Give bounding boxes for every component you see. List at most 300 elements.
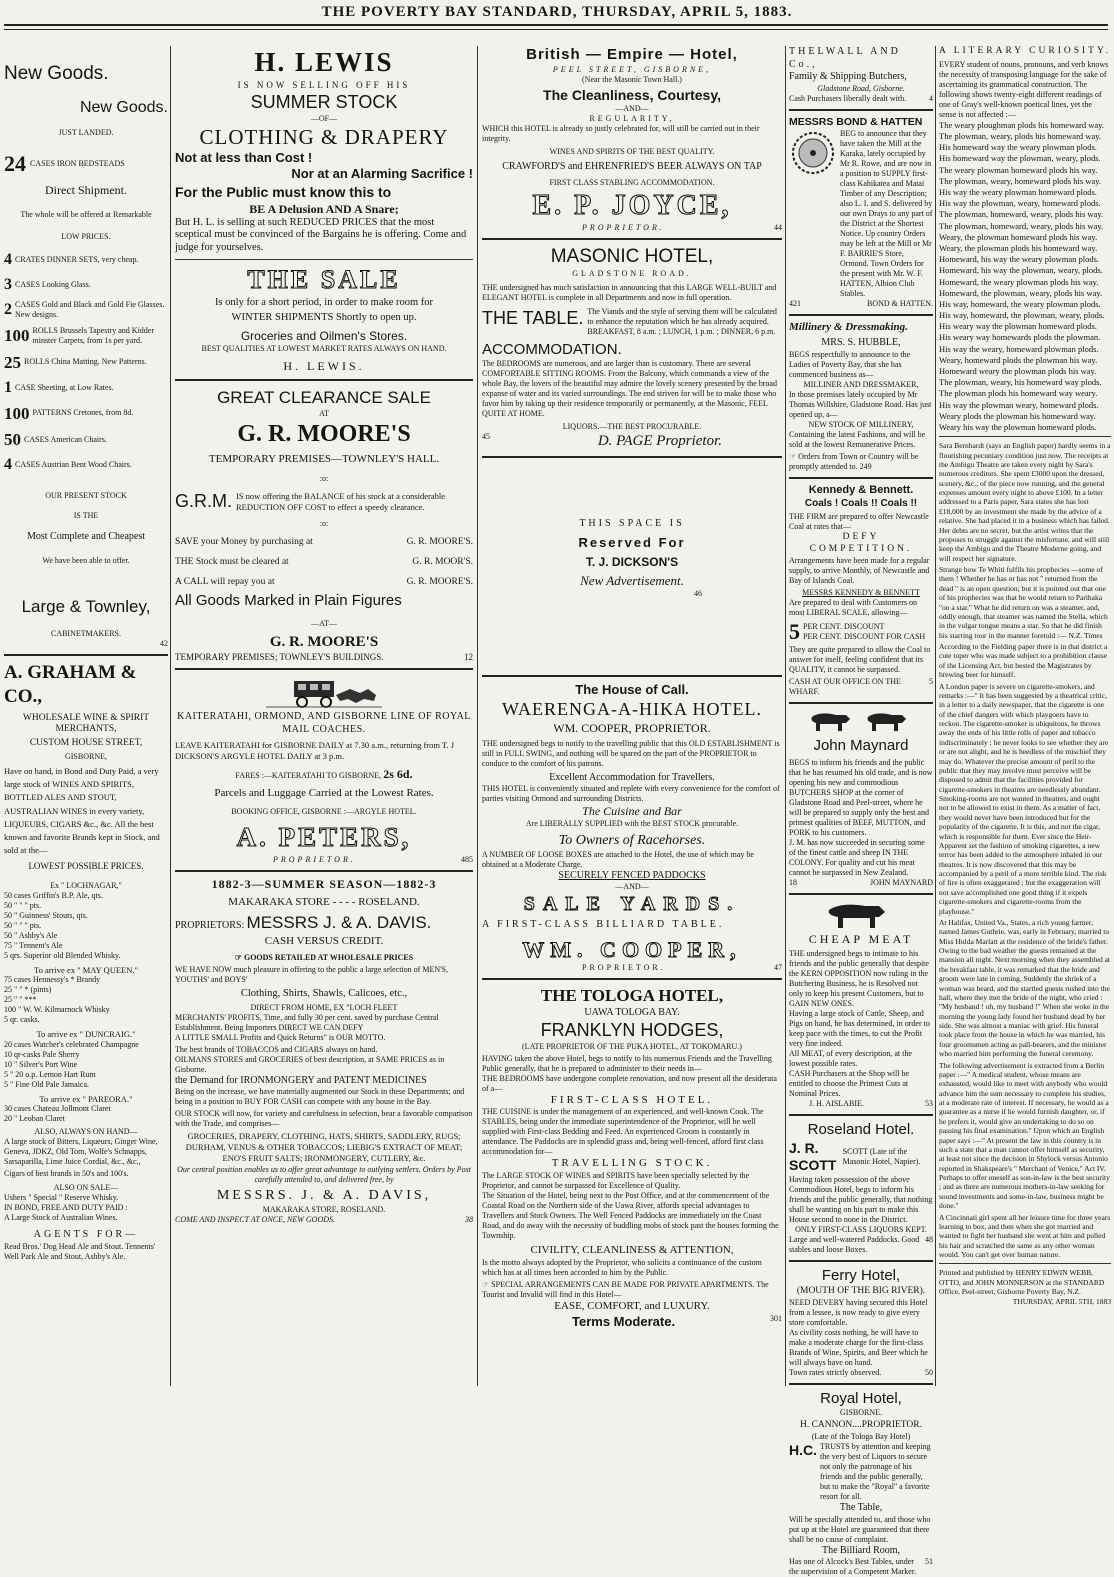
undersigned: THE undersigned begs to intimate to his friends and the public generally that despite the KERN OPPOSITION now ruling in the Butchering Business, he is Resolved not only to keep his present Customers, but to GAIN NEW ONES. xyxy=(789,949,933,1009)
quantity: 100 xyxy=(4,403,30,424)
goods-list-item xyxy=(4,455,168,475)
imprint: Printed and published by HENRY EDWIN WEBB, OTTO, and JOHN MONNERSON at the STANDARD Office, Peel-street, Gisborne Poverty Bay, N.Z. xyxy=(939,1268,1111,1296)
ad-separator xyxy=(482,238,782,240)
proprietors-label: PROPRIETORS: xyxy=(175,920,244,931)
uawa: UAWA TOLOGA BAY. xyxy=(482,1007,782,1020)
at-line-2: —AT— xyxy=(175,619,473,629)
british-empire-ad xyxy=(482,46,782,233)
cash-purchasers-line xyxy=(789,94,933,104)
loose-boxes: A NUMBER OF LOOSE BOXES are attached to the Hotel, the use of which may be obtained at a Moderate Charge. xyxy=(482,850,782,870)
paddocks-text: Large and well-watered Paddocks. Good stables and loose Boxes. xyxy=(789,1235,925,1255)
pointing-hand-icon: ☞ xyxy=(789,452,796,461)
situation: The Situation of the Hotel, being next to the Post Office, and at the commencement of the Coastal Road on the Northern side of the Uawa River, affords special advantages to Travellers and Stock Owners. The Well Fenced Paddocks are immediately on the Coast Road, and do away with the necessity of buddling mobs of stock past the houses forming the Township. xyxy=(482,1191,782,1241)
goods-list xyxy=(4,250,168,475)
shipment-item: 75 " Tennent's Ale xyxy=(4,941,168,951)
milliner: MILLINER AND DRESSMAKER, xyxy=(789,380,933,390)
shipment-item: 5 qrs. Superior old Blended Whisky. xyxy=(4,951,168,961)
poem-reading: Weary, the plowman homeward plods his way. xyxy=(947,232,1111,242)
graham-ad xyxy=(4,661,168,1262)
poem-reading: Weary, the plowman plods his homeward way. xyxy=(947,243,1111,253)
ad-separator xyxy=(789,314,933,316)
davis-heading: MESSRS J. & A. DAVIS. xyxy=(247,913,432,932)
lochnagar-items xyxy=(4,891,168,961)
also-on-sale: ALSO ON SALE— xyxy=(4,1183,168,1193)
item-text: CASE Sheeting, at Low Rates. xyxy=(15,383,114,393)
bond-hatten-sign-line xyxy=(789,299,933,309)
poem-reading: Homeward, the plowman, weary, plods his way. xyxy=(947,288,1111,298)
large-townley: Large & Townley, xyxy=(4,596,168,617)
need-devery: NEED DEVERY having secured this Hotel from a lessee, is now ready to give every store comfortable. xyxy=(789,1298,933,1328)
poem-reading: The plowman plods his homeward way weary. xyxy=(947,388,1111,398)
saw-blade-icon xyxy=(789,129,837,177)
item-text: CASES IRON BEDSTEADS xyxy=(30,159,125,169)
cuisine-bar: The Cuisine and Bar xyxy=(482,804,782,819)
reduced-prices: But H. L. is selling at such REDUCED PRICES that the most sceptical must be convinced of the Bargains he is offering. Come and judge for yourselves. xyxy=(175,217,473,255)
column-3 xyxy=(482,46,782,1386)
cash-purchasers: Cash Purchasers liberally dealt with. xyxy=(789,94,906,104)
ad-number: 46 xyxy=(482,589,702,599)
grm-line xyxy=(175,490,473,513)
terms-line xyxy=(482,1314,782,1330)
ad-separator xyxy=(789,109,933,111)
column-4 xyxy=(789,46,933,1386)
motto: A LITTLE SMALL Profits and Quick Returns" is OUR MOTTO. xyxy=(175,1033,473,1043)
table-heading: THE TABLE. xyxy=(482,307,583,330)
just-landed: JUST LANDED. xyxy=(4,128,168,138)
discount-number: 5 xyxy=(789,618,800,646)
new-goods-heading-2: New Goods. xyxy=(4,98,168,118)
merchants-profits: MERCHANTS' PROFITS, Time, and fully 30 per cent. saved by purchase Central Establishment. Being Importers DIRECT WE CAN DEFY xyxy=(175,1013,473,1033)
poem-reading: His homeward way the weary plowman plods. xyxy=(947,142,1111,152)
goods-retailed-line xyxy=(175,953,473,963)
davis-heading-2: MESSRS. J. & A. DAVIS, xyxy=(175,1187,473,1205)
cash-office: CASH AT OUR OFFICE ON THE WHARF. xyxy=(789,677,929,697)
premises: In those premises lately occupied by Mr Thomas Willshire, Gladstone Road. Has just opened up, a— xyxy=(789,390,933,420)
large-stock: The LARGE STOCK OF WINES and SPIRITS have been specially selected by the Proprietor, and cannot be surpassed for Excellence of Quality. xyxy=(482,1171,782,1191)
clothing-drapery: CLOTHING & DRAPERY xyxy=(175,124,473,150)
poem-reading: The plowman, weary, homeward plods his way. xyxy=(947,176,1111,186)
and-line: —AND— xyxy=(482,104,782,114)
thelwall-ad xyxy=(789,46,933,104)
item-text: ROLLS China Matting. New Patterns. xyxy=(24,357,147,367)
oilmans-stores: OILMANS STORES and GROCERIES of best description, at SAME PRICES as in Gisborne. xyxy=(175,1055,473,1075)
begs-inform: BEGS to inform his friends and the public that he has resumed his old trade, and is now opening his new and commodious BUTCHERS SHOP at the corner of Gladstone Road and Peel-street, where he will be prepared to supply only the best and primest qualities of BEEF, MUTTON, and PORK to his customers. xyxy=(789,758,933,838)
having-large-stock: Having a large stock of Cattle, Sheep, and Pigs on hand, he has determined, in order to keep pace with the times, to cut the Profit very fine indeed. xyxy=(789,1009,933,1049)
clothing-shirts: Clothing, Shirts, Shawls, Calicoes, etc., xyxy=(175,987,473,1000)
ad-number: 47 xyxy=(774,963,782,973)
ad-number: 249 xyxy=(860,462,872,471)
shipment-item: 75 cases Hennessy's * Brandy xyxy=(4,975,168,985)
coach-illustration xyxy=(264,675,384,709)
goods-list-item xyxy=(4,352,168,373)
new-goods-ad xyxy=(4,62,168,649)
short-period: Is only for a short period, in order to make room for xyxy=(175,296,473,309)
sale-yards: SALE YARDS. xyxy=(482,892,782,917)
column-5 xyxy=(939,46,1111,1386)
cooper-heading: WM. COOPER, xyxy=(482,936,782,964)
travelling-stock: TRAVELLING STOCK. xyxy=(482,1157,782,1171)
tologa-ad xyxy=(482,985,782,1330)
hodges-heading: FRANKLYN HODGES, xyxy=(482,1019,782,1042)
quantity: 2 xyxy=(4,300,12,320)
item-text: PATTERNS Cretones, from 8d. xyxy=(33,408,134,418)
lewis-ad xyxy=(175,46,473,374)
goods-list-item xyxy=(4,429,168,450)
lewis-heading: H. LEWIS xyxy=(175,46,473,80)
ad-number: 50 xyxy=(925,1368,933,1378)
cash-office-line xyxy=(789,677,933,697)
custom-house: CUSTOM HOUSE STREET, xyxy=(4,738,168,750)
te-whiti-item: Strange how Te Whiti fulfils his prophecies —some of them ! Whether he has or has not " returned from the dead " is an open question; but it is pointed out that one of his prophecies was that he would return to Parihaka "on a star." What he did return on was a steamer, and, oddly enough, that steamer was named the Stella, which in the vulgar tongue means a star. So that he did finish his starring tour in the manner foretold :— N.Z. Times xyxy=(939,565,1111,640)
regularity: REGULARITY, xyxy=(482,114,782,124)
poem-reading: His way the weary, homeward plowman plods. xyxy=(947,344,1111,354)
not-less-than-cost: Not at less than Cost ! xyxy=(175,150,473,166)
ad-separator xyxy=(482,978,782,980)
ushers: Ushers " Special " Reserve Whisky. xyxy=(4,1193,168,1203)
quantity: 3 xyxy=(4,275,12,295)
gladstone-road: Gladstone Road, Gisborne. xyxy=(789,84,933,94)
cannon-proprietor: H. CANNON....PROPRIETOR. xyxy=(789,1420,933,1432)
ad-separator xyxy=(789,893,933,895)
peters-proprietor-line xyxy=(175,855,473,865)
poem-reading: The plowman, weary, his homeward way plods. xyxy=(947,377,1111,387)
call-text: A CALL will repay you at xyxy=(175,577,275,589)
berlin-item: The following advertisement is extracted from a Berlin paper :—" A medical student, whose means are exhausted, would like to meet with anybody who would advance him the sum necessary to complete his studies, at a moderate rate of interest. If necessary, he would as a guarantee as a nurse if he would furnish daughter, or, if he prefers it, would give an undertaking to do so on passing his final examination." Upon which an English paper says :—" At present the law in this country is in such a state that a man cannot offer himself as security, at least not since the decision in Shylock versus Antonio reported in Shakspeare's " Merchant of Venice," Act IV. Perhaps to offer oneself as son-in-law is the best security ; and as there are numerous mothers-in-law seeking for sound investments and some-in-law, business might be done." xyxy=(939,1061,1111,1211)
cabinetmakers: CABINETMAKERS. xyxy=(4,629,168,639)
liberally: Are LIBERALLY SUPPLIED with the BEST STOCK procurable. xyxy=(482,819,782,829)
containing: Containing the latest Fashions, and will be sold at the lowest Remunerative Prices. xyxy=(789,430,933,450)
fares-amount: 2s 6d. xyxy=(383,767,412,781)
come-inspect-line xyxy=(175,1215,473,1225)
table-line xyxy=(482,307,782,337)
plain-figures: All Goods Marked in Plain Figures xyxy=(175,592,473,611)
parcels: Parcels and Luggage Carried at the Lowest Rates. xyxy=(175,787,473,801)
alarming-sacrifice: Nor at an Alarming Sacrifice ! xyxy=(175,166,473,182)
peel-street: PEEL STREET, GISBORNE, xyxy=(482,65,782,75)
british-empire-heading: British — Empire — Hotel, xyxy=(482,46,782,65)
town-rates: Town rates strictly observed. xyxy=(789,1368,881,1378)
moores-heading-2: G. R. MOORE'S xyxy=(175,633,473,652)
ad-separator xyxy=(482,675,782,677)
poem-reading: Homeward, his way the plowman, weary, plods. xyxy=(947,265,1111,275)
poem-reading: Homeward, the weary plowman plods his way. xyxy=(947,277,1111,287)
defy-competition: DEFY COMPETITION. xyxy=(789,532,933,556)
leave-times: LEAVE KAITERATAHI for GISBORNE DAILY at 7.30 a.m., returning from T. J DICKSON'S ARGYLE HOTEL DAILY at 3 p.m. xyxy=(175,740,473,761)
wholesale: WHOLESALE WINE & SPIRIT MERCHANTS, xyxy=(4,713,168,737)
special-arrangements: SPECIAL ARRANGEMENTS CAN BE MADE FOR PRIVATE APARTMENTS. The Tourist and Invalid will find in this Hotel— xyxy=(482,1280,769,1299)
quantity: 24 xyxy=(4,150,26,178)
whole-offered: The whole will be offered at Remarkable xyxy=(4,210,168,220)
goods-list-item xyxy=(4,300,168,320)
poem-reading: His weary way homewards plods the plowman. xyxy=(947,332,1111,342)
hc-initials: H.C. xyxy=(789,1442,817,1460)
ease-comfort: EASE, COMFORT, and LUXURY. xyxy=(482,1300,782,1314)
ad-separator xyxy=(789,1114,933,1116)
shipment-item: 50 " " " pts. xyxy=(4,921,168,931)
quantity: 4 xyxy=(4,250,12,270)
ad-number: 48 xyxy=(925,1235,933,1255)
liquors: LIQUORS.—THE BEST PROCURABLE. xyxy=(482,422,782,432)
masthead-rule-thin xyxy=(4,29,1108,30)
ad-separator xyxy=(175,870,473,872)
poem-reading: The plowman, homeward, weary, plods his way. xyxy=(947,209,1111,219)
poem-reading: The weary plowman homeward plods his way. xyxy=(947,165,1111,175)
billiard-room: The Billiard Room, xyxy=(789,1545,933,1558)
masthead: THE POVERTY BAY STANDARD, THURSDAY, APRIL 5, 1883. xyxy=(0,4,1114,21)
peters-heading: A. PETERS, xyxy=(175,821,473,855)
kennedy-heading: Kennedy & Bennett. xyxy=(789,484,933,498)
ad-number: 18 xyxy=(789,878,797,888)
temp-premises-2: TEMPORARY PREMISES; TOWNLEY'S BUILDINGS. xyxy=(175,652,383,663)
summer-season: 1882-3—SUMMER SEASON—1882-3 xyxy=(175,877,473,892)
proprietor-label: PROPRIETOR. xyxy=(582,223,665,233)
alcock-tables: Has one of Alcock's Best Tables, under the supervision of a Competent Marker. xyxy=(789,1557,925,1577)
divider-o: :o: xyxy=(175,474,473,484)
page-proprietor: D. PAGE Proprietor. xyxy=(598,432,722,451)
proprietor-label: PROPRIETOR. xyxy=(582,963,666,973)
able-to-offer: We have been able to offer. xyxy=(4,556,168,566)
near-masonic: (Near the Masonic Town Hall.) xyxy=(482,75,782,85)
and-line-2: —AND— xyxy=(482,882,782,892)
cigarette-item: A London paper is severe on cigarette-smokers, and remarks :—" It has been suggested by a theatrical critic, in a letter to a daily newspaper, that the cigarette is one of the chief dangers with which playgoers have to reckon. The cigarette-smoker is ubiquitous, he throws away the ends of his little rolls of paper and tobacco indiscriminately ; he never looks to see whether they are or are not alight, and he is heedless of the mischief they may do. Whatever the precise amount of peril to the public that they may involve must perceive will be disposed to admit that the facilities provided for cigarette-smokers in theatres are needlessly abundant. Smoking-rooms are not wanted in theatres, and ought not to be allowed to exist in them. As a matter of fact, they would never have been introduced but for the popularity of the cigarette. It is this, and not the cigar, which is responsible for them. Ever since the Heir-Apparent set the fashion of smoking cigarettes, a new terror has been added to the atmosphere inhaled in our theatres. It is now discovered that this may be accompanied by a peril of a more terrible kind. The risk of fire is often exaggerated ; but the exaggeration will not save accomplished one good thing if it expels cigarette-smokers and cigarette-rooms from the playhouse." xyxy=(939,682,1111,916)
direct-from-home: DIRECT FROM HOME, EX "LOCH FLEET xyxy=(175,1003,473,1013)
ad-number: 421 xyxy=(789,299,801,309)
call-right: G. R. MOORE'S. xyxy=(407,577,473,589)
pointing-hand-icon: ☞ xyxy=(482,1280,489,1289)
new-advertisement: New Advertisement. xyxy=(482,573,782,589)
they-are: They are quite prepared to allow the Coal to answer for itself, feeling confident that its QUALITY, it cannot be surpassed. xyxy=(789,645,933,675)
shipment-item: 25 " " * (pints) xyxy=(4,985,168,995)
gisborne: GISBORNE. xyxy=(789,1408,933,1418)
ex-lochnagar: Ex " LOCHNAGAR," xyxy=(4,881,168,891)
temporary-premises: TEMPORARY PREMISES—TOWNLEY'S HALL. xyxy=(175,453,473,467)
duncraig-items xyxy=(4,1040,168,1090)
shipment-item: 25 " " *** xyxy=(4,995,168,1005)
roseland-ad xyxy=(789,1121,933,1255)
curiosity-heading: A LITERARY CURIOSITY. xyxy=(939,46,1111,58)
house-of-call: The House of Call. xyxy=(482,682,782,698)
kennedy-ad xyxy=(789,484,933,698)
as-civility: As civility costs nothing, he will have to make a moderate charge for the first-class Brands of Wine, Spirits, and Beer which he will always have on hand. xyxy=(789,1328,933,1368)
cash-purchasers-2: CASH Purchasers at the Shop will be entitled to choose the Primest Cuts at Nominal Prices. xyxy=(789,1069,933,1099)
poem-reading: His weary way the plowman homeward plods. xyxy=(947,321,1111,331)
australian-wines: A Large Stock of Australian Wines. xyxy=(4,1213,168,1223)
agents-text: Read Bros.' Dog Head Ale and Stout. Tennents' Well Park Ale and Stout, Ashby's Ale. xyxy=(4,1242,168,1262)
ad-number: 301 xyxy=(770,1314,782,1330)
paddocks: SECURELY FENCED PADDOCKS xyxy=(482,870,782,883)
goods-list-item xyxy=(4,403,168,424)
column-divider xyxy=(935,46,936,1386)
the-table: The Table, xyxy=(789,1502,933,1515)
delusion-snare: BE A Delusion AND A Snare; xyxy=(175,202,473,217)
temp-premises-2-line xyxy=(175,652,473,663)
quantity: 1 xyxy=(4,378,12,398)
gladstone-road: GLADSTONE ROAD. xyxy=(482,269,782,279)
gisborne: GISBORNE, xyxy=(4,752,168,762)
table-text: The Viands and the style of serving them will be calculated to enhance the reputation which he has already acquired. BREAKFAST, 8 a.m. ; LUNCH, 1 p.m. ; DINNER, 6 p.m. xyxy=(587,307,782,337)
special-arrangements-line xyxy=(482,1280,782,1300)
come-inspect: COME AND INSPECT AT ONCE, NEW GOODS. xyxy=(175,1215,335,1225)
this-hotel: THIS HOTEL is conveniently situated and replete with every convenience for the comfort of parties visiting Ormond and surrounding Districts. xyxy=(482,784,782,804)
also-on-hand: ALSO, ALWAYS ON HAND— xyxy=(4,1127,168,1137)
ferry-heading: Ferry Hotel, xyxy=(789,1267,933,1286)
having-taken: HAVING taken the above Hotel, begs to notify to his numerous Friends and the Travelling Public generally, that he is prepared to administer to their needs in— xyxy=(482,1054,782,1074)
makaraka-store-2: MAKARAKA STORE, ROSELAND. xyxy=(175,1205,473,1215)
scott-text: SCOTT (Late of the Masonic Hotel, Napier). xyxy=(843,1147,933,1167)
mouth-big-river: (MOUTH OF THE BIG RIVER). xyxy=(789,1286,933,1298)
shipment-item: 5 " 20 o.p. Lemon Hart Rum xyxy=(4,1070,168,1080)
bull-illustration xyxy=(821,900,901,930)
fares-label: FARES :—KAITERATAHI TO GISBORNE, xyxy=(235,771,381,780)
save-right: G. R. MOORE'S. xyxy=(407,537,473,549)
cincinnati-item: A Cincinnati girl spent all her leisure time for three years learning to box, and then when she got married and wanted to fight her husband she went at him and pulled his hair and scratched the same as any other woman would. You can't get over human nature. xyxy=(939,1213,1111,1260)
at-line: AT xyxy=(175,409,473,419)
paddocks-line xyxy=(789,1235,933,1255)
makaraka-store: MAKARAKA STORE - - - - ROSELAND. xyxy=(175,896,473,910)
great-clearance: GREAT CLEARANCE SALE xyxy=(175,387,473,408)
first-class-hotel: FIRST-CLASS HOTEL. xyxy=(482,1094,782,1108)
shipment-item: 10 qr-casks Pale Sherry xyxy=(4,1050,168,1060)
stabling: FIRST CLASS STABLING ACCOMMODATION. xyxy=(482,178,782,188)
ad-separator xyxy=(789,477,933,479)
masonic-ad xyxy=(482,245,782,451)
cheap-meat-heading: CHEAP MEAT xyxy=(789,932,933,947)
wines-spirits: WINES AND SPIRITS OF THE BEST QUALITY. xyxy=(482,147,782,157)
aislabie: J. H. AISLABIE. xyxy=(809,1099,864,1109)
maynard-sign: JOHN MAYNARD xyxy=(870,878,933,888)
ex-pareora: To arrive ex " PAREORA." xyxy=(4,1094,168,1105)
ad-number: 485 xyxy=(461,855,473,865)
roseland-heading: Roseland Hotel. xyxy=(789,1121,933,1140)
will-be-attended: Will be specially attended to, and those who put up at the Hotel are guaranteed that there shall be no cause of complaint. xyxy=(789,1515,933,1545)
masonic-heading: MASONIC HOTEL, xyxy=(482,245,782,269)
fielding-item: According to the Fielding paper there is in that district a cute toper who was made subject to a prohibition clause of the Licensing Act, but bested the Magistrates by brewing beer for himself. xyxy=(939,642,1111,680)
curiosity-intro: EVERY student of nouns, pronouns, and verb knows the necessity of transposing language for the sake of ascertaining its grammatical construction. The following shows twenty-eight different readings of one of Gray's well-known poetical lines, yet the sense is not affected :— xyxy=(939,60,1111,120)
ad-separator xyxy=(789,702,933,704)
save-line xyxy=(175,537,473,549)
beer-on-tap: CRAWFORD'S and EHRENFRIED'S BEER ALWAYS ON TAP xyxy=(482,161,782,174)
poem-reading: Homeward, his way the weary plowman plods. xyxy=(947,254,1111,264)
shipment-item: 20 cases Watcher's celebrated Champagne xyxy=(4,1040,168,1050)
item-text: CASES Austrian Bent Wood Chairs. xyxy=(15,460,132,470)
maynard-heading: John Maynard xyxy=(789,737,933,756)
town-rates-line xyxy=(789,1368,933,1378)
late-proprietor: (LATE PROPRIETOR OF THE PUKA HOTEL, AT TOKOMARU.) xyxy=(482,1042,782,1052)
public-must-know: For the Public must know this to xyxy=(175,184,473,202)
tologa-heading: THE TOLOGA HOTEL, xyxy=(482,985,782,1006)
undersigned-2: THE undersigned begs to notify to the travelling public that this OLD ESTABLISHMENT is still in FULL SWING, and nothing will be spared on the part of the PROPRIETOR to conduce to the comfort of his patrons. xyxy=(482,739,782,769)
ex-may-queen: To arrive ex " MAY QUEEN." xyxy=(4,965,168,976)
central-position: Our central position enables us to offer great advantage to outlying settlers. Orders by Post carefully attended to, and delivered free, by xyxy=(175,1165,473,1185)
accommodation-heading: ACCOMMODATION. xyxy=(482,341,622,360)
ad-separator xyxy=(175,668,473,670)
lowest-prices: LOWEST POSSIBLE PRICES. xyxy=(4,861,168,872)
alcock-line xyxy=(789,1557,933,1577)
fares-line xyxy=(175,767,473,782)
ad-separator xyxy=(789,1260,933,1262)
scott-initials: J. R. SCOTT xyxy=(789,1140,840,1175)
bernhardt-item: Sara Bernhardt (says an English paper) hardly seems in a flourishing pecuniary condition just now. The receipts at the Ambigu Theatre are taken every night by Sara's numerous creditors. She spent £3000 upon the dressed, scenery, &c., of the piece now running, and the general expenses amount every night to above £100. In a letter addressed to a Paris paper, Sara states she has lost £18,000 by an investment she made by the advice of a relative. She had placed it in a business which has failed. Her debts are no secret, but the artist writes that the proposes to struggle against the misfortune, and will still keep the Ambigu and the Theatre Moderne going, and will respect her signature. xyxy=(939,441,1111,563)
bond-hatten-body xyxy=(789,129,933,299)
discount-1: PER CENT. DISCOUNT xyxy=(803,622,925,632)
davis-ad xyxy=(175,877,473,1225)
bond-hatten-heading: MESSRS BOND & HATTEN xyxy=(789,116,933,129)
masthead-rule xyxy=(4,24,1108,26)
reserved-for: Reserved For xyxy=(482,535,782,551)
bond-hatten-sign: BOND & HATTEN. xyxy=(867,299,933,309)
only-first-class: ONLY FIRST-CLASS LIQUORS KEPT. xyxy=(789,1225,933,1235)
ad-separator xyxy=(482,456,782,458)
shipment-item: 30 cases Chateau Jollmont Claret xyxy=(4,1104,168,1114)
groceries-list: GROCERIES, DRAPERY, CLOTHING, HATS, SHIRTS, SADDLERY, RUGS; DURHAM, VENUS & OTHER TOBACCOS; LIEBIG'S EXTRACT OF MEAT; ENO'S FRUIT SALTS; IRONMONGERY, CUTLERY, &c. xyxy=(175,1131,473,1163)
thelwall-heading: THELWALL AND Co., xyxy=(789,46,933,71)
poem-reading: The weary ploughman plods his homeward way. xyxy=(947,120,1111,130)
grm-initials: G.R.M. xyxy=(175,490,232,513)
grm-text: IS now offering the BALANCE of his stock at a considerable REDUCTION OFF COST to effect a speedy clearance. xyxy=(236,491,473,512)
goods-list-item xyxy=(4,275,168,295)
ad-number: 4 xyxy=(929,94,933,104)
kaiteratahi-line: KAITERATAHI, ORMOND, AND GISBORNE LINE OF ROYAL MAIL COACHES. xyxy=(175,711,473,736)
rule xyxy=(175,259,473,260)
proprietor-label: PROPRIETOR. xyxy=(273,855,356,865)
item-text: CASES Looking Glass. xyxy=(15,280,91,290)
being-increase: Being on the increase, we have materially augmented our Stock in these Departments; and being in a position to BUY FOR CASH can compete with any house in the Bay. xyxy=(175,1087,473,1107)
discount-line xyxy=(789,618,933,646)
waerenga-ad xyxy=(482,682,782,973)
cheap-meat-ad xyxy=(789,900,933,1109)
new-stock: NEW STOCK OF MILLINERY, xyxy=(789,420,933,430)
item-text: CRATES DINNER SETS, very cheap. xyxy=(15,255,139,265)
shipment-item: 10 " Silver's Port Wine xyxy=(4,1060,168,1070)
pointing-hand-icon: ☞ xyxy=(235,953,242,962)
our-stock: OUR STOCK will now, for variety and carefulness in selection, bear a favorable comparison with the Trade, and comprises— xyxy=(175,1109,473,1129)
maynard-ad xyxy=(789,709,933,888)
poem-reading: His way the plowman, weary, homeward plods. xyxy=(947,198,1111,208)
are-prepared: Are prepared to deal with Customers on most LIBERAL SCALE, allowing— xyxy=(789,598,933,618)
demand-for: the Demand for IRONMONGERY and PATENT MEDICINES xyxy=(175,1075,473,1088)
hubble: MRS. S. HUBBLE, xyxy=(789,337,933,350)
poem-reading: The plowman, weary, plods his homeward way. xyxy=(947,131,1111,141)
jm-succeeded: J. M. has now succeeded in securing some of the finest cattle and sheep IN THE COLONY. For quality and cut his meat cannot be surpassed in New Zealand. xyxy=(789,838,933,878)
divider-o: :o: xyxy=(175,519,473,529)
low-prices: LOW PRICES. xyxy=(4,232,168,242)
column-2 xyxy=(175,46,473,1386)
lewis-signature: H. LEWIS. xyxy=(175,359,473,374)
poem-reading: His way the plowman weary, homeward plods. xyxy=(947,400,1111,410)
discount-2: PER CENT. DISCOUNT FOR CASH xyxy=(803,632,925,642)
bond-hatten-ad xyxy=(789,116,933,309)
aislabie-line xyxy=(789,1099,933,1109)
rule xyxy=(939,436,1111,437)
moore-ad xyxy=(175,387,473,663)
royal-heading: Royal Hotel, xyxy=(789,1390,933,1409)
shipment-item: 5 qr. casks. xyxy=(4,1015,168,1025)
orders-line xyxy=(789,452,933,472)
owners-racehorses: To Owners of Racehorses. xyxy=(482,832,782,850)
goods-list-item xyxy=(4,378,168,398)
have-on-hand: Have on hand, in Bond and Duty Paid, a very large stock of WINES AND SPIRITS, BOTTLED ALES AND STOUT, AUSTRALIAN WINES in every variety, LIQUEURS, CIGARS &c., &c. All the best known and favorite Brands kept in Stock, and sold at the— xyxy=(4,765,168,857)
messrs-kb: MESSRS KENNEDY & BENNETT xyxy=(789,588,933,598)
poem-reading: His way, homeward, the plowman, weary, plods. xyxy=(947,310,1111,320)
poem-reading: Weary his way the plowman homeward plods. xyxy=(947,422,1111,432)
poem-reading: Homeward weary the plowman plods his way. xyxy=(947,366,1111,376)
is-the: IS THE xyxy=(4,511,168,521)
new-goods-heading: New Goods. xyxy=(4,62,168,86)
poem-reading: His way the weary plowman homeward plods. xyxy=(947,187,1111,197)
item-text: CASES Gold and Black and Gold Fie Glasses. New designs. xyxy=(15,300,168,320)
ad-separator xyxy=(789,1383,933,1385)
cooper-proprietor-line xyxy=(482,963,782,973)
